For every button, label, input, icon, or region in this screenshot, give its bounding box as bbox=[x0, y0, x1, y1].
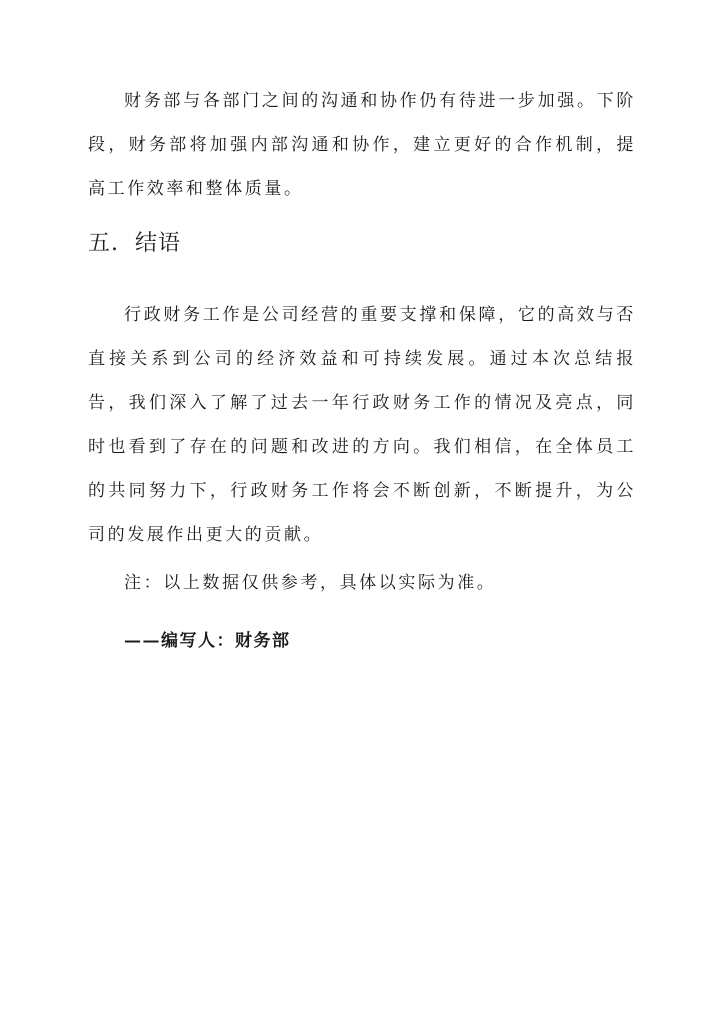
section-number: 五. bbox=[88, 231, 119, 256]
section-heading bbox=[88, 228, 181, 260]
author-signature: ——编写人：财务部 bbox=[124, 631, 291, 651]
paragraph-conclusion: 行政财务工作是公司经营的重要支撑和保障，它的高效与否直接关系到公司的经济效益和可持续发展。通过本次总结报告，我们深入了解了过去一年行政财务工作的情况及亮点，同时也看到了存在的问题和改进的方向。我们相信，在全体员工的共同努力下，行政财务工作将会不断创新，不断提升，为公司的发展作出更大的贡献。 bbox=[88, 305, 636, 545]
section-title: 结语 bbox=[135, 231, 182, 256]
paragraph-communication: 财务部与各部门之间的沟通和协作仍有待进一步加强。下阶段，财务部将加强内部沟通和协作，建立更好的合作机制，提高工作效率和整体质量。 bbox=[88, 91, 636, 199]
disclaimer-note: 注：以上数据仅供参考，具体以实际为准。 bbox=[124, 573, 497, 593]
